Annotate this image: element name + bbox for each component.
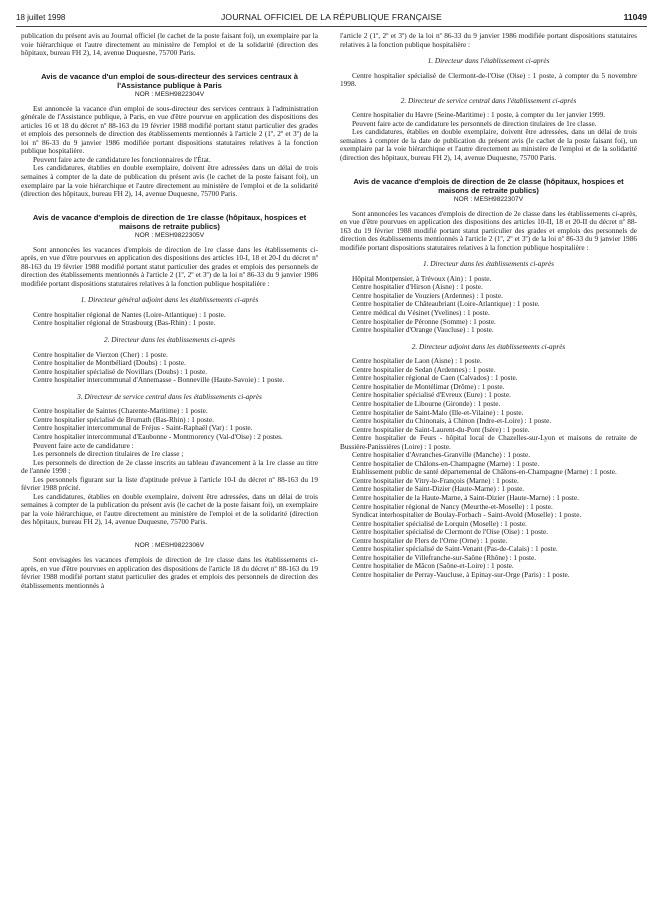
- list-item: Centre hospitalier régional de Nantes (Loire-Atlantique) : 1 poste.: [33, 309, 226, 319]
- list-item: Centre hospitalier de Châlons-en-Champagne (Marne) : 1 poste.: [352, 458, 540, 468]
- list-item: Centre hospitalier de Saint-Laurent-du-Pont (Isère) : 1 poste.: [352, 424, 530, 434]
- page-number: 11049: [623, 12, 647, 22]
- section-heading: 1. Directeur dans l'établissement ci-après: [427, 56, 550, 66]
- list-item: Centre hospitalier régional de Caen (Calvados) : 1 poste.: [352, 373, 518, 383]
- list-item: Centre hospitalier d'Avranches-Granville (Manche) : 1 poste.: [352, 450, 531, 460]
- paragraph: Peuvent faire acte de candidature les fonctionnaires de l'État.: [33, 154, 211, 164]
- list-item: Centre hospitalier de Vitry-le-François (Marne) : 1 poste.: [352, 475, 519, 485]
- establishment-list: [21, 351, 318, 385]
- list-item: Centre hospitalier intercommunal d'Annemasse - Bonneville (Haute-Savoie) : 1 poste.: [33, 375, 285, 385]
- list-item: Centre hospitalier d'Hirson (Aisne) : 1 poste.: [352, 282, 483, 292]
- list-item: Centre hospitalier de Villefranche-sur-Saône (Rhône) : 1 poste.: [352, 552, 537, 562]
- notice-title: Avis de vacance d'emplois de direction de 1re classe (hôpitaux, hospices et maisons de retraite publics): [32, 212, 307, 231]
- paragraph: Les candidatures, établies en double exemplaire, doivent être adressées, dans un délai de trois semaines à compter de la publication du présent avis (le cachet de la poste faisant foi), un exemplaire par la voie hiérarchique, et l'autre directement au ministère de l'emploi et de la solidarité (direction des hôpitaux, bureau FH 2), 14, avenue Duquesne, 75700 Paris.: [21, 491, 318, 527]
- list-item: Centre médical du Vésinet (Yvelines) : 1 poste.: [352, 308, 490, 318]
- paragraph: Les candidatures, établies en double exemplaire, doivent être adressées dans un délai de trois semaines à compter de la date de publication du présent avis (le cachet de la poste faisant foi), un exemplaire par la voie hiérarchique et l'autre directement au ministère de l'emploi et de la solidarité (direction des hôpitaux, bureau FH 2), 14, avenue Duquesne, 75700 Paris.: [21, 163, 318, 199]
- nor-reference: NOR : MESH9822305V: [134, 231, 205, 239]
- list-item: Centre hospitalier intercommunal de Fréjus - Saint-Raphaël (Var) : 1 poste.: [33, 423, 253, 433]
- list-item: Etablissement public de santé départemental de Châlons-en-Champagne (Marne) : 1 poste.: [352, 467, 617, 477]
- issue-date: 18 juillet 1998: [16, 13, 66, 22]
- list-item: Centre hospitalier de Perray-Vaucluse, à Epinay-sur-Orge (Paris) : 1 poste.: [352, 569, 570, 579]
- list-item: Centre hospitalier spécialisé de Lorquin (Moselle) : 1 poste.: [352, 518, 527, 528]
- list-item: Centre hospitalier de Vouziers (Ardennes) : 1 poste.: [352, 290, 503, 300]
- list-item: Centre hospitalier de Mâcon (Saône-et-Loire) : 1 poste.: [352, 561, 514, 571]
- section-heading: 3. Directeur de service central dans les établissements ci-après: [77, 391, 262, 401]
- list-item: Centre hospitalier de Saint-Malo (Ille-et-Vilaine) : 1 poste.: [352, 407, 524, 417]
- list-item: Centre hospitalier de Montélimar (Drôme) : 1 poste.: [352, 381, 505, 391]
- establishment-list: [340, 357, 637, 579]
- list-item: Centre hospitalier spécialisé de Brumath (Bas-Rhin) : 1 poste.: [33, 414, 214, 424]
- paragraph: Les personnels de direction titulaires de 1re classe ;: [33, 449, 184, 459]
- paragraph: Les personnels figurant sur la liste d'aptitude prévue à l'article 10-I du décret nº 88-163 du 19 février 1988 précité.: [21, 474, 318, 493]
- list-item: Centre hospitalier de la Haute-Marne, à Saint-Dizier (Haute-Marne) : 1 poste.: [352, 492, 579, 502]
- journal-title: JOURNAL OFFICIEL DE LA RÉPUBLIQUE FRANÇAISE: [221, 12, 442, 22]
- list-item: Centre hospitalier spécialisé d'Evreux (Eure) : 1 poste.: [352, 390, 511, 400]
- list-item: Centre hospitalier du Havre (Seine-Maritime) : 1 poste, à compter du 1er janvier 1999.: [352, 110, 606, 120]
- paragraph: Peuvent faire acte de candidature les personnels de direction titulaires de 1re classe.: [352, 118, 597, 128]
- list-item: Centre hospitalier régional de Nancy (Meurthe-et-Moselle) : 1 poste.: [352, 501, 553, 511]
- list-item: Centre hospitalier spécialisé de Saint-Venant (Pas-de-Calais) : 1 poste.: [352, 544, 558, 554]
- paragraph: Les personnels de direction de 2e classe inscrits au tableau d'avancement à la 1re classe au titre de l'année 1998 ;: [21, 457, 318, 476]
- section-heading: 2. Directeur de service central dans l'établissement ci-après: [400, 95, 577, 105]
- list-item: Centre hospitalier de Saintes (Charente-Maritime) : 1 poste.: [33, 406, 208, 416]
- section-heading: 2. Directeur adjoint dans les établissements ci-après: [411, 341, 566, 351]
- paragraph: l'article 2 (1º, 2º et 3º) de la loi nº 86-33 du 9 janvier 1986 modifiée portant dispositions statutaires relatives à la fonction publique hospitalière :: [340, 31, 637, 49]
- establishment-list: [21, 407, 318, 441]
- paragraph: publication du présent avis au Journal officiel (le cachet de la poste faisant foi), un exemplaire par la voie hiérarchique et l'autre directement au ministère de l'emploi et de la solidarité (direction des hôpitaux, bureau FH 2), 14, avenue Duquesne, 75700 Paris.: [21, 31, 318, 58]
- list-item: Centre hospitalier de Vierzon (Cher) : 1 poste.: [33, 349, 168, 359]
- list-item: Centre hospitalier de Feurs - hôpital local de Chazelles-sur-Lyon et maisons de retraite de Bussière-Panissières (Loire) : 1 poste.: [340, 433, 637, 451]
- list-item: Centre hospitalier de Châteaubriant (Loire-Atlantique) : 1 poste.: [352, 299, 540, 309]
- establishment-list: [21, 311, 318, 328]
- establishment-list: [340, 275, 637, 335]
- list-item: Centre hospitalier de Montbéliard (Doubs) : 1 poste.: [33, 358, 186, 368]
- nor-reference: NOR : MESH9822307V: [453, 195, 524, 203]
- list-item: Centre hospitalier d'Orange (Vaucluse) : 1 poste.: [352, 325, 494, 335]
- nor-reference: NOR : MESH9822304V: [134, 90, 205, 98]
- paragraph: Peuvent faire acte de candidature :: [33, 440, 134, 450]
- list-item: Centre hospitalier de Laon (Aisne) : 1 poste.: [352, 356, 482, 366]
- notice-title: Avis de vacance d'emplois de direction de 2e classe (hôpitaux, hospices et maisons de retraite publics): [353, 176, 624, 195]
- section-heading: 2. Directeur dans les établissements ci-après: [103, 335, 236, 345]
- list-item: Centre hospitalier spécialisé de Clermont de l'Oise (Oise) : 1 poste.: [352, 527, 549, 537]
- list-item: Centre hospitalier de Libourne (Gironde) : 1 poste.: [352, 398, 501, 408]
- paragraph: Sont annoncées les vacances d'emplois de direction de 2e classe dans les établissements ci-après, en vue d'être pourvues en application des dispositions des articles 10-II, 18 et 20-II du décret nº 88-163 du 19 février 1988 modifié portant statut particulier des grades et emplois des personnels de direction des établissements mentionnés à l'article 2 (1º, 2º et 3º) de la loi nº 86-33 du 9 janvier 1986 modifiée portant dispositions statutaires relatives à la fonction publique hospitalière :: [340, 208, 637, 252]
- list-item: Hôpital Montpensier, à Trévoux (Ain) : 1 poste.: [352, 273, 492, 283]
- list-item: Centre hospitalier de Saint-Dizier (Haute-Marne) : 1 poste.: [352, 484, 525, 494]
- paragraph: Sont annoncées les vacances d'emplois de direction de 1re classe dans les établissements ci-après, en vue d'être pourvues en application des dispositions des articles 10-I, 18 et 20-I du décret nº 88-163 du 19 février 1988 modifié portant statut particulier des grades et emplois des personnels de direction des établissements mentionnés à l'article 2 (1º, 2º et 3º) de la loi nº 86-33 du 9 janvier 1986 modifiée portant dispositions statutaires relatives à la fonction publique hospitalière :: [21, 244, 318, 288]
- paragraph: Est annoncée la vacance d'un emploi de sous-directeur des services centraux à l'administration générale de l'Assistance publique, à Paris, en vue d'être pourvue en application des dispositions des articles 16 et 18 du décret nº 88-163 du 19 février 1988 modifié portant statut particulier des grades et emplois des personnels de direction des établissements mentionnés à l'article 2 (1º, 2º et 3º) de la loi nº 86-33 du 9 janvier 1986 modifiée portant dispositions statutaires relatives à la fonction publique hospitalière.: [21, 103, 318, 156]
- right-column: [340, 32, 637, 579]
- list-item: Centre hospitalier régional de Strasbourg (Bas-Rhin) : 1 poste.: [33, 318, 216, 328]
- notice-title: Avis de vacance d'un emploi de sous-directeur des services centraux à l'Assistance publique à Paris: [41, 71, 298, 90]
- header-rule: [16, 26, 647, 27]
- page-header: [16, 10, 647, 24]
- list-item: Centre hospitalier du Chinonais, à Chinon (Indre-et-Loire) : 1 poste.: [352, 416, 552, 426]
- list-item: Syndicat interhospitalier de Boulay-Forbach - Saint-Avold (Moselle) : 1 poste.: [352, 510, 582, 520]
- left-column: [21, 32, 318, 590]
- list-item: Centre hospitalier de Flers de l'Orne (Orne) : 1 poste.: [352, 535, 508, 545]
- list-item: Centre hospitalier spécialisé de Clermont-de-l'Oise (Oise) : 1 poste, à compter du 5 novembre 1998.: [340, 70, 637, 89]
- list-item: Centre hospitalier spécialisé de Novillars (Doubs) : 1 poste.: [33, 366, 208, 376]
- list-item: Centre hospitalier intercommunal d'Eaubonne - Montmorency (Val-d'Oise) : 2 postes.: [33, 431, 283, 441]
- list-item: Centre hospitalier de Péronne (Somme) : 1 poste.: [352, 316, 496, 326]
- section-heading: 1. Directeur dans les établissements ci-après: [422, 259, 555, 269]
- section-heading: 1. Directeur général adjoint dans les établissements ci-après: [80, 295, 259, 305]
- nor-reference: NOR : MESH9822306V: [134, 541, 205, 549]
- paragraph: Sont envisagées les vacances d'emplois de direction de 1re classe dans les établissements ci-après, en vue d'être pourvues en application des dispositions de l'article 18 du décret nº 88-163 du 19 février 1988 modifié portant statut particulier des grades et emplois des personnels de direction des établissements mentionnés à: [21, 554, 318, 590]
- paragraph: Les candidatures, établies en double exemplaire, doivent être adressées, dans un délai de trois semaines à compter de la date de publication du présent avis (le cachet de la poste faisant foi), un exemplaire par la voie hiérarchique et l'autre directement au ministère de l'emploi et de la solidarité (direction des hôpitaux, bureau FH 2), 14, avenue Duquesne, 75700 Paris.: [340, 127, 637, 163]
- list-item: Centre hospitalier de Sedan (Ardennes) : 1 poste.: [352, 364, 496, 374]
